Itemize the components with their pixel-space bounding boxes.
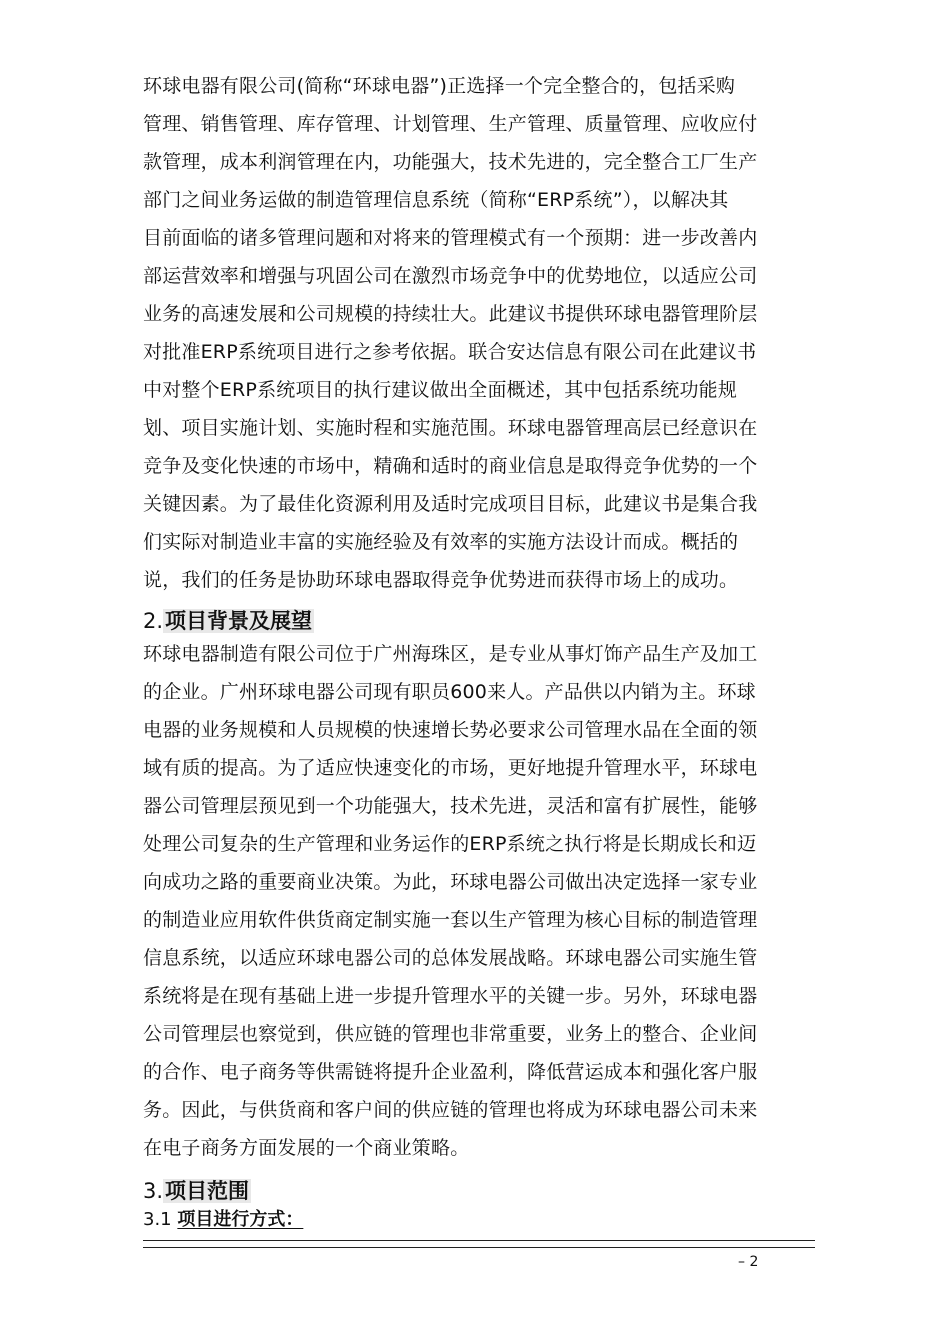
paragraph-line: 款管理，成本利润管理在内，功能强大，技术先进的，完全整合工厂生产 <box>143 151 758 173</box>
section-2-title: 项目背景及展望 <box>165 609 313 633</box>
paragraph-line: 业务的高速发展和公司规模的持续壮大。此建议书提供环球电器管理阶层 <box>143 303 758 325</box>
section-3-title: 项目范围 <box>165 1179 250 1203</box>
paragraph-line: 环球电器有限公司(简称“环球电器”)正选择一个完全整合的，包括采购 <box>143 75 736 97</box>
paragraph-line: 务。因此，与供货商和客户间的供应链的管理也将成为环球电器公司未来 <box>143 1099 758 1121</box>
footer-rule-top <box>143 1240 815 1241</box>
paragraph-line: 说，我们的任务是协助环球电器取得竞争优势进而获得市场上的成功。 <box>143 569 739 591</box>
paragraph-line: 们实际对制造业丰富的实施经验及有效率的实施方法设计而成。概括的 <box>143 531 739 553</box>
paragraph-line: 处理公司复杂的生产管理和业务运作的ERP系统之执行将是长期成长和迈 <box>143 833 757 855</box>
section-3-heading <box>143 1176 251 1206</box>
paragraph-line: 的制造业应用软件供货商定制实施一套以生产管理为核心目标的制造管理 <box>143 909 758 931</box>
paragraph-line: 管理、销售管理、库存管理、计划管理、生产管理、质量管理、应收应付 <box>143 113 758 135</box>
paragraph-line: 环球电器制造有限公司位于广州海珠区，是专业从事灯饰产品生产及加工 <box>143 643 758 665</box>
section-3-1-heading <box>143 1207 303 1233</box>
section-3-number: 3. <box>143 1179 164 1203</box>
paragraph-line: 的合作、电子商务等供需链将提升企业盈利，降低营运成本和强化客户服 <box>143 1061 758 1083</box>
paragraph-line: 部门之间业务运做的制造管理信息系统（简称“ERP系统”），以解决其 <box>143 189 729 211</box>
section-3-1-title: 项目进行方式： <box>177 1209 304 1230</box>
paragraph-line: 在电子商务方面发展的一个商业策略。 <box>143 1137 470 1159</box>
paragraph-line: 信息系统，以适应环球电器公司的总体发展战略。环球电器公司实施生管 <box>143 947 758 969</box>
paragraph-line: 的企业。广州环球电器公司现有职员600来人。产品供以内销为主。环球 <box>143 681 756 703</box>
paragraph-line: 域有质的提高。为了适应快速变化的市场，更好地提升管理水平，环球电 <box>143 757 758 779</box>
section-2-heading <box>143 606 314 636</box>
paragraph-line: 电器的业务规模和人员规模的快速增长势必要求公司管理水品在全面的领 <box>143 719 758 741</box>
paragraph-line: 部运营效率和增强与巩固公司在激烈市场竞争中的优势地位，以适应公司 <box>143 265 758 287</box>
paragraph-line: 划、项目实施计划、实施时程和实施范围。环球电器管理高层已经意识在 <box>143 417 758 439</box>
paragraph-line: 对批准ERP系统项目进行之参考依据。联合安达信息有限公司在此建议书 <box>143 341 757 363</box>
paragraph-line: 关键因素。为了最佳化资源利用及适时完成项目目标，此建议书是集合我 <box>143 493 758 515</box>
background-paragraph <box>143 635 813 1167</box>
paragraph-line: 竞争及变化快速的市场中，精确和适时的商业信息是取得竞争优势的一个 <box>143 455 758 477</box>
paragraph-line: 中对整个ERP系统项目的执行建议做出全面概述，其中包括系统功能规 <box>143 379 738 401</box>
intro-paragraph <box>143 67 813 599</box>
section-3-1-number: 3.1 <box>143 1209 178 1230</box>
paragraph-line: 器公司管理层预见到一个功能强大，技术先进，灵活和富有扩展性，能够 <box>143 795 758 817</box>
paragraph-line: 系统将是在现有基础上进一步提升管理水平的关键一步。另外，环球电器 <box>143 985 758 1007</box>
footer-rule-bottom <box>143 1247 815 1248</box>
page-number: – 2 <box>738 1254 759 1270</box>
paragraph-line: 公司管理层也察觉到，供应链的管理也非常重要，业务上的整合、企业间 <box>143 1023 758 1045</box>
section-2-number: 2. <box>143 609 164 633</box>
paragraph-line: 目前面临的诸多管理问题和对将来的管理模式有一个预期：进一步改善内 <box>143 227 758 249</box>
paragraph-line: 向成功之路的重要商业决策。为此，环球电器公司做出决定选择一家专业 <box>143 871 758 893</box>
